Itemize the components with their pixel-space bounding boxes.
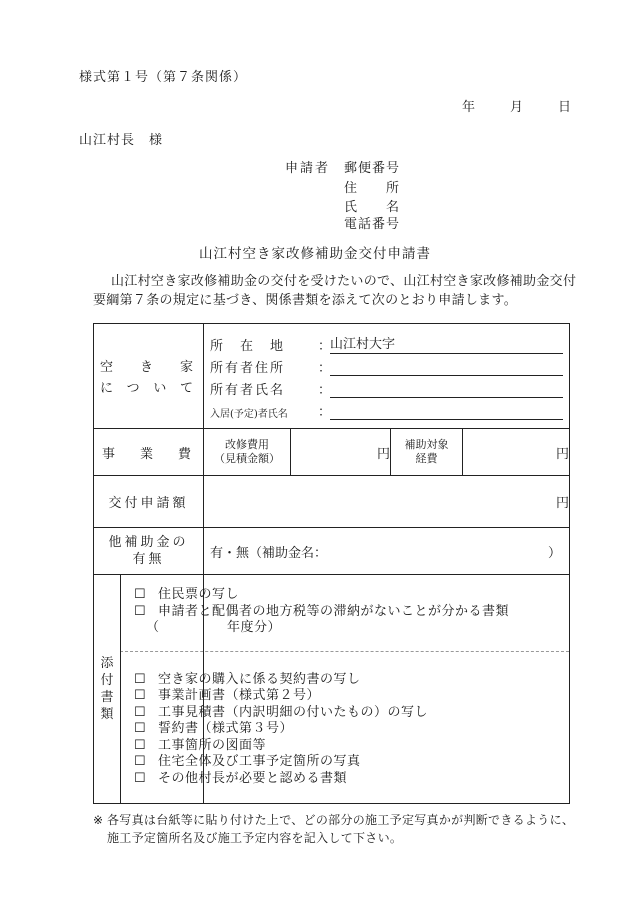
attachment-item[interactable]: [134, 721, 569, 738]
application-table: [93, 323, 570, 804]
location-label: 所 在 地: [210, 339, 286, 354]
grant-amount-field[interactable]: [204, 476, 570, 528]
attachment-item[interactable]: [134, 672, 569, 689]
fiscal-year-note[interactable]: （ 年度分）: [146, 620, 282, 635]
attachment-item[interactable]: [134, 754, 569, 771]
resident-name-row: [210, 398, 563, 420]
label-char: 空: [100, 360, 116, 375]
attachment-item-label: 住宅全体及び工事予定箇所の写真: [158, 754, 361, 769]
label-char: 書: [100, 690, 114, 705]
renovation-cost-field[interactable]: [291, 429, 391, 476]
label-char: き: [139, 360, 155, 375]
owner-address-field[interactable]: [330, 358, 563, 376]
checkbox-icon[interactable]: ☐: [134, 721, 147, 736]
colon: ：: [318, 361, 332, 376]
grant-amount-row: [94, 476, 570, 528]
attachment-item[interactable]: [134, 604, 569, 621]
attachments-list: [134, 575, 570, 804]
resident-name-label: 入居(予定)者氏名: [210, 409, 288, 420]
label-char: て: [179, 381, 195, 396]
other-subsidy-field[interactable]: [204, 528, 570, 575]
attachment-item-label: 住民票の写し: [158, 587, 240, 602]
subsidy-target-label-line1: 補助対象: [404, 438, 449, 451]
subsidy-target-label-line2: 経費: [415, 452, 438, 465]
label-char: 家: [179, 360, 195, 375]
other-subsidy-label: [94, 528, 204, 575]
owner-address-label: 所有者住所: [210, 361, 286, 376]
checkbox-icon[interactable]: ☐: [134, 770, 147, 786]
date-year: 年: [462, 100, 476, 115]
applicant-label: 申請者: [285, 161, 331, 176]
colon: ：: [318, 383, 332, 398]
footnote-text: 各写真は台紙等に貼り付けた上で、どの部分の施工予定写真かが判断できるように、施工予定箇所名及び施工予定内容を記入して下さい。: [107, 813, 575, 845]
attachments-row: [94, 575, 570, 804]
attachment-item[interactable]: [134, 587, 569, 604]
checkbox-icon[interactable]: ☐: [134, 754, 147, 769]
footnote: [93, 811, 583, 847]
checkbox-icon[interactable]: ☐: [134, 587, 147, 602]
owner-name-row: [210, 376, 563, 398]
other-subsidy-label-line2: 有無: [132, 552, 165, 567]
vacant-house-row: [94, 324, 570, 429]
grant-amount-label: 交付申請額: [94, 476, 204, 528]
label-char: 類: [100, 707, 114, 722]
vacant-house-label: [94, 324, 204, 429]
label-char: 付: [100, 673, 114, 688]
attachment-item[interactable]: [134, 688, 569, 705]
attachment-item[interactable]: [134, 771, 569, 788]
attachments-label: [94, 575, 121, 803]
date-month: 月: [510, 100, 524, 115]
yen-unit: 円: [556, 446, 570, 462]
colon: ：: [318, 339, 332, 354]
label-char: つ: [126, 381, 142, 396]
checkbox-icon[interactable]: ☐: [134, 704, 147, 720]
document-title: 山江村空き家改修補助金交付申請書: [199, 246, 431, 262]
owner-name-field[interactable]: [330, 380, 563, 398]
addressee: 山江村長 様: [79, 133, 164, 148]
applicant-postal-code: 郵便番号: [344, 161, 401, 176]
attachment-item-label: 誓約書（様式第３号）: [158, 721, 294, 736]
vacant-house-details: [204, 324, 570, 429]
yen-unit: 円: [556, 496, 570, 511]
renovation-cost-label: [204, 429, 291, 476]
applicant-name: 氏 名: [344, 200, 401, 215]
project-cost-label: [94, 429, 204, 476]
label-char: 業: [139, 446, 155, 462]
owner-address-row: [210, 354, 563, 376]
applicant-phone: 電話番号: [344, 217, 401, 232]
renovation-cost-label-line1: 改修費用: [225, 438, 269, 451]
attachment-item-label: 空き家の購入に係る契約書の写し: [158, 671, 361, 687]
checkbox-icon[interactable]: ☐: [134, 737, 147, 753]
subsidy-target-field[interactable]: [463, 429, 570, 476]
attachment-item-label: 申請者と配偶者の地方税等の滞納がないことが分かる書類: [158, 603, 510, 619]
attachment-item-label: 事業計画書（様式第２号）: [158, 688, 321, 703]
attachment-item[interactable]: [134, 705, 569, 722]
resident-name-field[interactable]: [330, 402, 563, 420]
application-statement: [93, 273, 581, 310]
label-char: に: [100, 381, 116, 396]
label-char: 添: [100, 656, 114, 671]
attachment-item-label: 工事箇所の図面等: [158, 737, 267, 753]
other-subsidy-prefix: 有・無（補助金名：: [210, 545, 328, 561]
renovation-cost-label-line2: （見積金額）: [214, 452, 280, 465]
yen-unit: 円: [376, 446, 390, 462]
other-subsidy-suffix: ）: [548, 545, 562, 561]
checkbox-icon[interactable]: ☐: [134, 671, 147, 687]
label-char: 費: [177, 446, 193, 462]
subsidy-target-label: [391, 429, 463, 476]
label-char: 事: [102, 446, 118, 462]
application-statement-text: 山江村空き家改修補助金の交付を受けたいので、山江村空き家改修補助金交付要綱第７条の規定に基づき、関係書類を添えて次のとおり申請します。: [93, 274, 577, 308]
other-subsidy-row: [94, 528, 570, 575]
form-number: 様式第１号（第７条関係）: [79, 70, 248, 85]
checkbox-icon[interactable]: ☐: [134, 603, 147, 619]
note-mark: ※: [93, 813, 104, 827]
attachment-item[interactable]: [134, 738, 569, 755]
label-char: い: [153, 381, 169, 396]
applicant-address: 住 所: [344, 181, 401, 196]
location-field[interactable]: 山江村大字: [330, 336, 563, 354]
date-day: 日: [558, 100, 572, 115]
attachment-item-label: その他村長が必要と認める書類: [158, 770, 348, 786]
other-subsidy-label-line1: 他補助金の: [108, 535, 189, 550]
attachment-item-label: 工事見積書（内訳明細の付いたもの）の写し: [158, 704, 429, 720]
project-cost-row: [94, 429, 570, 476]
owner-name-label: 所有者氏名: [210, 383, 286, 398]
checkbox-icon[interactable]: ☐: [134, 688, 147, 703]
location-row: [210, 332, 563, 354]
colon: ：: [318, 405, 332, 420]
